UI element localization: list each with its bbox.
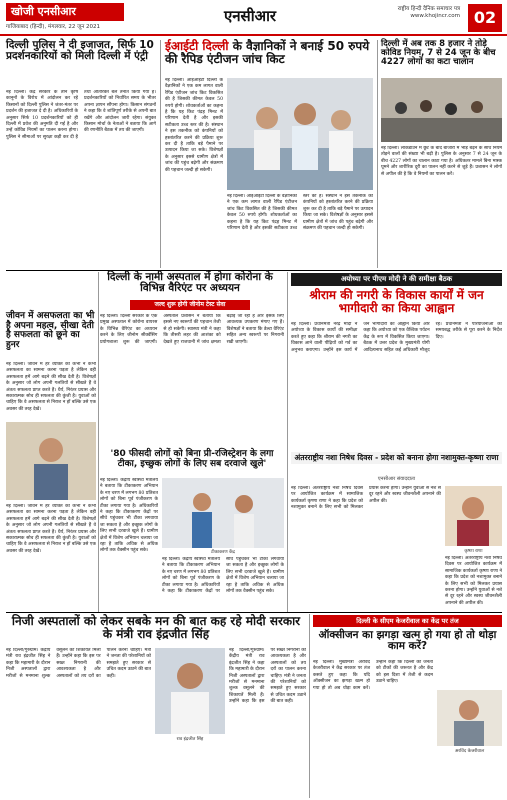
story5-body: नई दिल्ली। जीवन में हर व्यक्ति को कभी न कभी असफलता का सामना करना पड़ता है लेकिन वही असफलता हमें आगे बढ़ने की सीख देती है। विशेषज्ञों के अनुसार जो लोग अपनी गलतियों से सीखते हैं वे अंततः सफलता प्राप्त करते हैं। धैर्य, निरंतर प्रयास और सकारात्मक सोच ही सफलता की कुंजी है। युवाओं को चाहिए कि वे असफलता से निराश न हों बल्कि उसे एक अवसर की तरह देखें। bbox=[6, 362, 96, 412]
story7-headline: '80 फीसदी लोगों को बिना प्री-रजिस्ट्रेशन के लगा टीका, इच्छुक लोगों के लिए सब दरवाजे खुले' bbox=[110, 449, 274, 469]
minister-portrait-illustration bbox=[155, 648, 225, 734]
crowd-photo-illustration bbox=[381, 78, 502, 142]
story8-body: नई दिल्ली। अंतरराष्ट्रीय नशा निषेध दिवस पर आयोजित कार्यक्रम में सामाजिक कार्यकर्ता कृष्णा राणा ने कहा कि प्रदेश को नशामुक्त बनाने के लिए सभी को मिलकर प्रयास करना होगा। उन्होंने युवाओं से नशे से दूर रहने और स्वस्थ जीवनशैली अपनाने की अपील की। bbox=[291, 486, 441, 511]
story6-banner: अयोध्या पर पीएम मोदी ने की समीक्षा बैठक bbox=[291, 273, 502, 286]
story4-subhead: जल्द शुरू होगी जीनोम टेस्ट सेवा bbox=[130, 300, 250, 310]
story2-body: नई दिल्ली। आईआईटी दिल्ली के वैज्ञानिकों ने एक कम लागत वाली रैपिड एंटीजन जांच किट विकसित की है जिसकी कीमत केवल 50 रुपये होगी। शोधकर्ताओं का कहना है कि यह किट पंद्रह मिनट में परिणाम देती है और इसकी सटीकता उच्च स्तर की है। संस्थान ने इस तकनीक को कंपनियों को हस्तांतरित करने की प्रक्रिया शुरू कर दी है ताकि बड़े पैमाने पर उत्पादन किया जा सके। विशेषज्ञों के अनुसार इससे ग्रामीण क्षेत्रों में जांच की पहुंच बढ़ेगी और संक्रमण की पहचान जल्दी हो सकेगी। bbox=[165, 78, 223, 173]
story5-body-cont: नई दिल्ली। जीवन में हर व्यक्ति को कभी न कभी असफलता का सामना करना पड़ता है लेकिन वही असफलता हमें आगे बढ़ने की सीख देती है। विशेषज्ञों के अनुसार जो लोग अपनी गलतियों से सीखते हैं वे अंततः सफलता प्राप्त करते हैं। धैर्य, निरंतर प्रयास और सकारात्मक सोच ही सफलता की कुंजी है। युवाओं को चाहिए कि वे असफलता से निराश न हों बल्कि उसे एक अवसर की तरह देखें। bbox=[6, 504, 96, 554]
story4-body: नई दिल्ली। दिल्ली सरकार के एक प्रमुख अस्पताल में कोरोना वायरस के विभिन्न वैरिएंट का अध्ययन करने के लिए जीनोम सीक्वेंसिंग प्रयोगशाला शुरू की जाएगी। अस्पताल प्रशासन ने बताया कि इससे नए स्वरूपों की पहचान तेजी से हो सकेगी। स्वास्थ्य मंत्री ने कहा कि तीसरी लहर की आशंका को देखते हुए राजधानी में जांच क्षमता बढ़ाई जा रही है और इसके लिए आवश्यक उपकरण मंगाए गए हैं। विशेषज्ञों ने बताया कि डेल्टा वैरिएंट सहित अन्य स्वरूपों पर निगरानी रखी जाएगी। bbox=[100, 314, 284, 345]
column-divider bbox=[160, 40, 161, 268]
story3-photo bbox=[381, 78, 502, 142]
story6-body: नई दिल्ली। प्रधानमंत्री नरेंद्र मोदी ने अयोध्या के विकास कार्यों की समीक्षा करते हुए कहा कि श्रीराम की नगरी का विकास आने वाली पीढ़ियों को गर्व का अनुभव कराएगा। उन्होंने इस कार्य में जन भागीदारी का आह्वान किया और कहा कि अयोध्या को एक वैश्विक पर्यटन केंद्र के रूप में विकसित किया जाएगा। बैठक में उत्तर प्रदेश के मुख्यमंत्री योगी आदित्यनाथ सहित कई अधिकारी मौजूद रहे। प्रधानमंत्री ने परियोजनाओं को समयबद्ध तरीके से पूरा करने के निर्देश दिए। bbox=[291, 322, 502, 353]
story8-caption: कृष्णा राणा bbox=[464, 549, 483, 554]
story10-body: नई दिल्ली। मुख्यमंत्री अरविंद केजरीवाल ने केंद्र सरकार पर तंज कसते हुए कहा कि यदि ऑक्सीजन का झगड़ा खत्म हो गया हो तो अब थोड़ा काम करें। उन्होंने कहा कि दिल्ली की जनता को टीकों की जरूरत है और केंद्र को इस दिशा में तेजी से कदम उठाने चाहिए। bbox=[313, 660, 433, 691]
masthead-tagline bbox=[380, 6, 460, 20]
story2-headline-highlight: ईआईटी दिल्ली bbox=[165, 39, 229, 53]
story4-headline: दिल्ली के नामी अस्पताल में होगा कोरोना के विभिन्न वैरिएंट पर अध्ययन bbox=[107, 271, 273, 295]
section-title: एनसीआर bbox=[223, 7, 277, 25]
story2-body-cont: नई दिल्ली। आईआईटी दिल्ली के वैज्ञानिकों ने एक कम लागत वाली रैपिड एंटीजन जांच किट विकसित की है जिसकी कीमत केवल 50 रुपये होगी। शोधकर्ताओं का कहना है कि यह किट पंद्रह मिनट में परिणाम देती है और इसकी सटीकता उच्च स्तर की है। संस्थान ने इस तकनीक को कंपनियों को हस्तांतरित करने की प्रक्रिया शुरू कर दी है ताकि बड़े पैमाने पर उत्पादन किया जा सके। विशेषज्ञों के अनुसार इससे ग्रामीण क्षेत्रों में जांच की पहुंच बढ़ेगी और संक्रमण की पहचान जल्दी हो सकेगी। bbox=[227, 194, 373, 232]
page-number: 02 bbox=[468, 4, 502, 32]
column-divider bbox=[98, 272, 99, 612]
story7-body: नई दिल्ली। केंद्रीय स्वास्थ्य मंत्रालय ने बताया कि टीकाकरण अभियान के नए चरण में लगभग 80 प्रतिशत लोगों को बिना पूर्व पंजीकरण के टीका लगाया गया है। अधिकारियों ने कहा कि टीकाकरण केंद्रों पर सीधे पहुंचकर भी टीका लगवाया जा सकता है और इच्छुक लोगों के लिए सभी दरवाजे खुले हैं। ग्रामीण क्षेत्रों में विशेष अभियान चलाया जा रहा है ताकि अधिक से अधिक लोगों तक वैक्सीन पहुंच सके। bbox=[100, 478, 158, 554]
newspaper-logo: खोजी एनसीआर bbox=[6, 3, 124, 21]
tagline-text: राष्ट्रीय हिन्दी दैनिक समाचार पत्र bbox=[397, 6, 460, 12]
vaccination-illustration bbox=[162, 478, 284, 548]
story5-headline: जीवन में असफलता का भी है अपना महत्व, सीखा देती है सफलता को छूने का हुनर bbox=[6, 311, 95, 351]
story1-headline: दिल्ली पुलिस ने दी इजाजत, सिर्फ 10 प्रदर्शनकारियों को मिली दिल्ली में एंट्री bbox=[6, 39, 154, 63]
story1-body: नई दिल्ली। केंद्र सरकार के तीन कृषि कानूनों के विरोध में आंदोलन कर रहे किसानों को दिल्ली पुलिस ने जंतर-मंतर पर प्रदर्शन की इजाजत दे दी है। अधिकारियों के अनुसार सिर्फ 10 प्रदर्शनकारियों को ही दिल्ली में प्रवेश की अनुमति दी गई है और उन्हें कोविड नियमों का पालन करना होगा। पुलिस ने सीमाओं पर सुरक्षा कड़ी कर दी है तथा अतिरिक्त बल तैनात किया गया है। प्रदर्शनकारियों को निर्धारित समय के भीतर अपना ज्ञापन सौंपना होगा। किसान संगठनों ने कहा कि वे शांतिपूर्ण तरीके से अपनी बात रखेंगे और आंदोलन जारी रहेगा। संयुक्त किसान मोर्चा के नेताओं ने बताया कि आगे की रणनीति बैठक में तय की जाएगी। bbox=[6, 90, 156, 140]
story9-body: नई दिल्ली/गुरुग्राम। केंद्रीय मंत्री राव इंद्रजीत सिंह ने कहा कि महामारी के दौरान निजी अस्पतालों द्वारा मरीजों से मनमाना शुल्क वसूलने की शिकायतें मिली हैं। उन्होंने कहा कि इस पर सख्त निगरानी की आवश्यकता है और अस्पतालों को तय दरों का पालन करना चाहिए। मंत्री ने जनता की परेशानियों को समझते हुए सरकार से उचित कदम उठाने की बात कही। bbox=[6, 648, 151, 679]
story2-photo bbox=[227, 78, 373, 190]
story7-photo bbox=[162, 478, 284, 548]
website-text: www.khojincr.com bbox=[410, 13, 460, 19]
story9-photo bbox=[155, 648, 225, 734]
story10-photo bbox=[437, 690, 502, 746]
story3-body: नई दिल्ली। लॉकडाउन में छूट के बाद बाजारों में भीड़ बढ़ने के साथ नियम तोड़ने वालों की संख्या भी बढ़ी है। पुलिस के अनुसार 7 से 24 जून के बीच 4227 लोगों का चालान काटा गया है। अधिकतर मामले बिना मास्क घूमने और शारीरिक दूरी का पालन नहीं करने से जुड़े हैं। प्रशासन ने लोगों से अपील की है कि वे नियमों का पालन करें। bbox=[381, 146, 502, 177]
column-divider bbox=[309, 614, 310, 798]
portrait-illustration bbox=[445, 486, 502, 546]
issue-date: गाजियाबाद (हिन्दी), मंगलवार, 22 जून 2021 bbox=[6, 24, 101, 30]
story8-byline: एनसीआर संवाददाता bbox=[377, 476, 416, 482]
story8-body-cont: नई दिल्ली। अंतरराष्ट्रीय नशा निषेध दिवस पर आयोजित कार्यक्रम में सामाजिक कार्यकर्ता कृष्णा राणा ने कहा कि प्रदेश को नशामुक्त बनाने के लिए सभी को मिलकर प्रयास करना होगा। उन्होंने युवाओं से नशे से दूर रहने और स्वस्थ जीवनशैली अपनाने की अपील की। bbox=[445, 556, 502, 606]
story8-photo bbox=[445, 486, 502, 546]
story7-body-cont: नई दिल्ली। केंद्रीय स्वास्थ्य मंत्रालय ने बताया कि टीकाकरण अभियान के नए चरण में लगभग 80 प्रतिशत लोगों को बिना पूर्व पंजीकरण के टीका लगाया गया है। अधिकारियों ने कहा कि टीकाकरण केंद्रों पर सीधे पहुंचकर भी टीका लगवाया जा सकता है और इच्छुक लोगों के लिए सभी दरवाजे खुले हैं। ग्रामीण क्षेत्रों में विशेष अभियान चलाया जा रहा है ताकि अधिक से अधिक लोगों तक वैक्सीन पहुंच सके। bbox=[162, 557, 284, 595]
story9-body-cont: नई दिल्ली/गुरुग्राम। केंद्रीय मंत्री राव इंद्रजीत सिंह ने कहा कि महामारी के दौरान निजी अस्पतालों द्वारा मरीजों से मनमाना शुल्क वसूलने की शिकायतें मिली हैं। उन्होंने कहा कि इस पर सख्त निगरानी की आवश्यकता है और अस्पतालों को तय दरों का पालन करना चाहिए। मंत्री ने जनता की परेशानियों को समझते हुए सरकार से उचित कदम उठाने की बात कही। bbox=[229, 648, 306, 705]
story7-caption: टीकाकरण केंद्र bbox=[211, 550, 235, 555]
story10-headline: ऑक्सीजन का झगड़ा खत्म हो गया हो तो थोड़ा काम करें? bbox=[318, 629, 497, 653]
story5-photo bbox=[6, 422, 96, 500]
column-divider bbox=[377, 40, 378, 268]
person-thinking-illustration bbox=[6, 422, 96, 500]
story10-banner: दिल्ली के सीएम केजरीवाल का केंद्र पर तंज bbox=[313, 615, 502, 627]
story10-caption: अरविंद केजरीवाल bbox=[454, 749, 485, 754]
chief-minister-portrait-illustration bbox=[437, 690, 502, 746]
story2-headline bbox=[165, 40, 373, 66]
column-divider bbox=[287, 272, 288, 612]
lab-scientists-illustration bbox=[227, 78, 373, 190]
story8-banner: अंतरराष्ट्रीय नशा निषेध दिवस - प्रदेश को बनाना होगा नशामुक्त-कृष्णा राणा bbox=[291, 452, 502, 464]
story2-headline-rest: के वैज्ञानिकों ने बनाई 50 रुपये की रैपिड एंटीजन जांच किट bbox=[165, 39, 370, 66]
section-divider bbox=[6, 612, 502, 613]
story6-headline: श्रीराम की नगरी के विकास कार्यों में जन भागीदारी का किया आह्वान bbox=[309, 288, 484, 315]
story9-caption: राव इंद्रजीत सिंह bbox=[176, 737, 204, 742]
story9-headline: निजी अस्पतालों को लेकर सबके मन की बात कह रहे मोदी सरकार के मंत्री राव इंद्रजीत सिंह bbox=[11, 614, 301, 641]
story3-headline: दिल्ली में अब तक 8 हजार ने तोड़े कोविड नियम, 7 से 24 जून के बीच 4227 लोगों का कटा चालान bbox=[381, 39, 496, 68]
